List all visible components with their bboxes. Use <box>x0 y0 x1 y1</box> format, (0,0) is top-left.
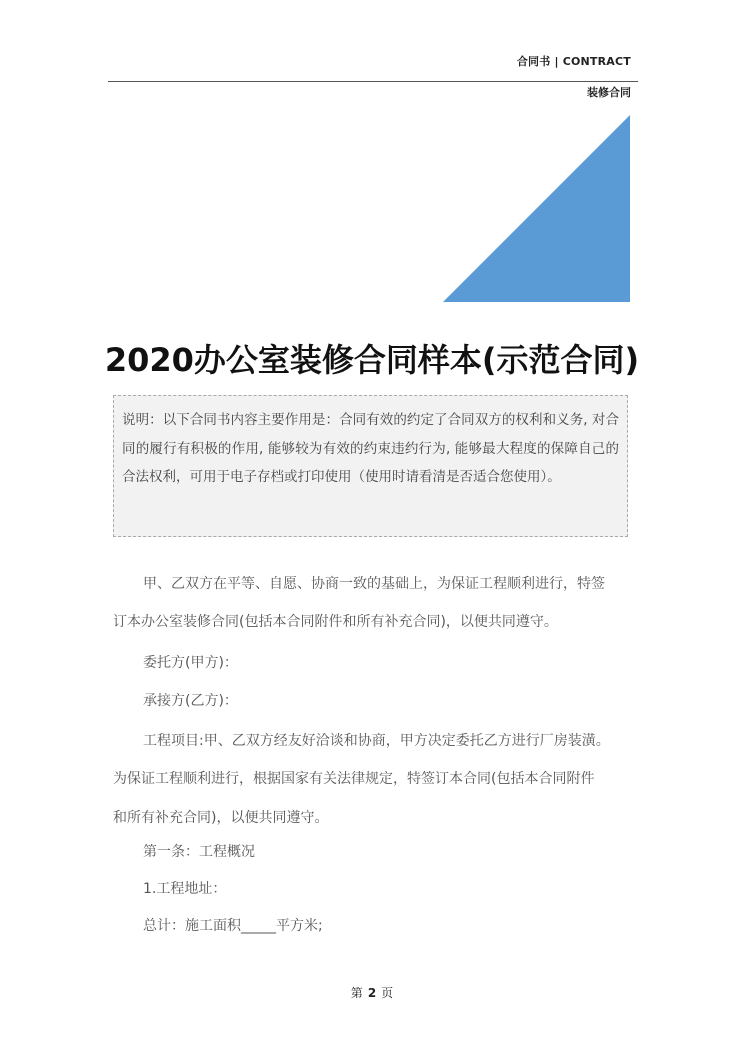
project-line-1: 工程项目:甲、乙双方经友好洽谈和协商，甲方决定委托乙方进行厂房装潢。 <box>143 733 610 749</box>
project-line-2: 为保证工程顺利进行，根据国家有关法律规定，特签订本合同(包括本合同附件 <box>113 771 595 787</box>
construction-area: 总计：施工面积_____平方米; <box>143 918 323 934</box>
header-label: 合同书 | CONTRACT <box>516 55 631 68</box>
header-sub-label: 装修合同 <box>587 86 631 99</box>
project-address: 1.工程地址： <box>143 881 227 897</box>
header-divider <box>108 81 638 82</box>
decorative-triangle <box>443 115 630 302</box>
page-suffix: 页 <box>381 986 394 1000</box>
page-number: 2 <box>367 986 377 1000</box>
party-b-label: 承接方(乙方)： <box>143 693 238 709</box>
page-title: 2020办公室装修合同样本(示范合同) <box>104 341 640 379</box>
triangle-shape <box>443 115 630 302</box>
party-a-label: 委托方(甲方)： <box>143 655 238 671</box>
project-line-3: 和所有补充合同)，以便共同遵守。 <box>113 810 329 826</box>
paragraph-intro-line-2: 订本办公室装修合同(包括本合同附件和所有补充合同)，以便共同遵守。 <box>113 614 558 630</box>
article-1-heading: 第一条：工程概况 <box>143 844 255 860</box>
note-box <box>113 395 628 537</box>
paragraph-intro-line-1: 甲、乙双方在平等、自愿、协商一致的基础上，为保证工程顺利进行，特签 <box>143 576 605 592</box>
page-prefix: 第 <box>350 986 363 1000</box>
note-text: 说明：以下合同书内容主要作用是：合同有效的约定了合同双方的权利和义务, 对合同的履行有积极的作用, 能够较为有效的约束违约行为, 能够最大程度的保障自己的合法权利，可用于电子存档或打印使用（使用时请看清是否适合您使用）。 <box>122 412 619 485</box>
page-footer <box>0 984 744 1001</box>
